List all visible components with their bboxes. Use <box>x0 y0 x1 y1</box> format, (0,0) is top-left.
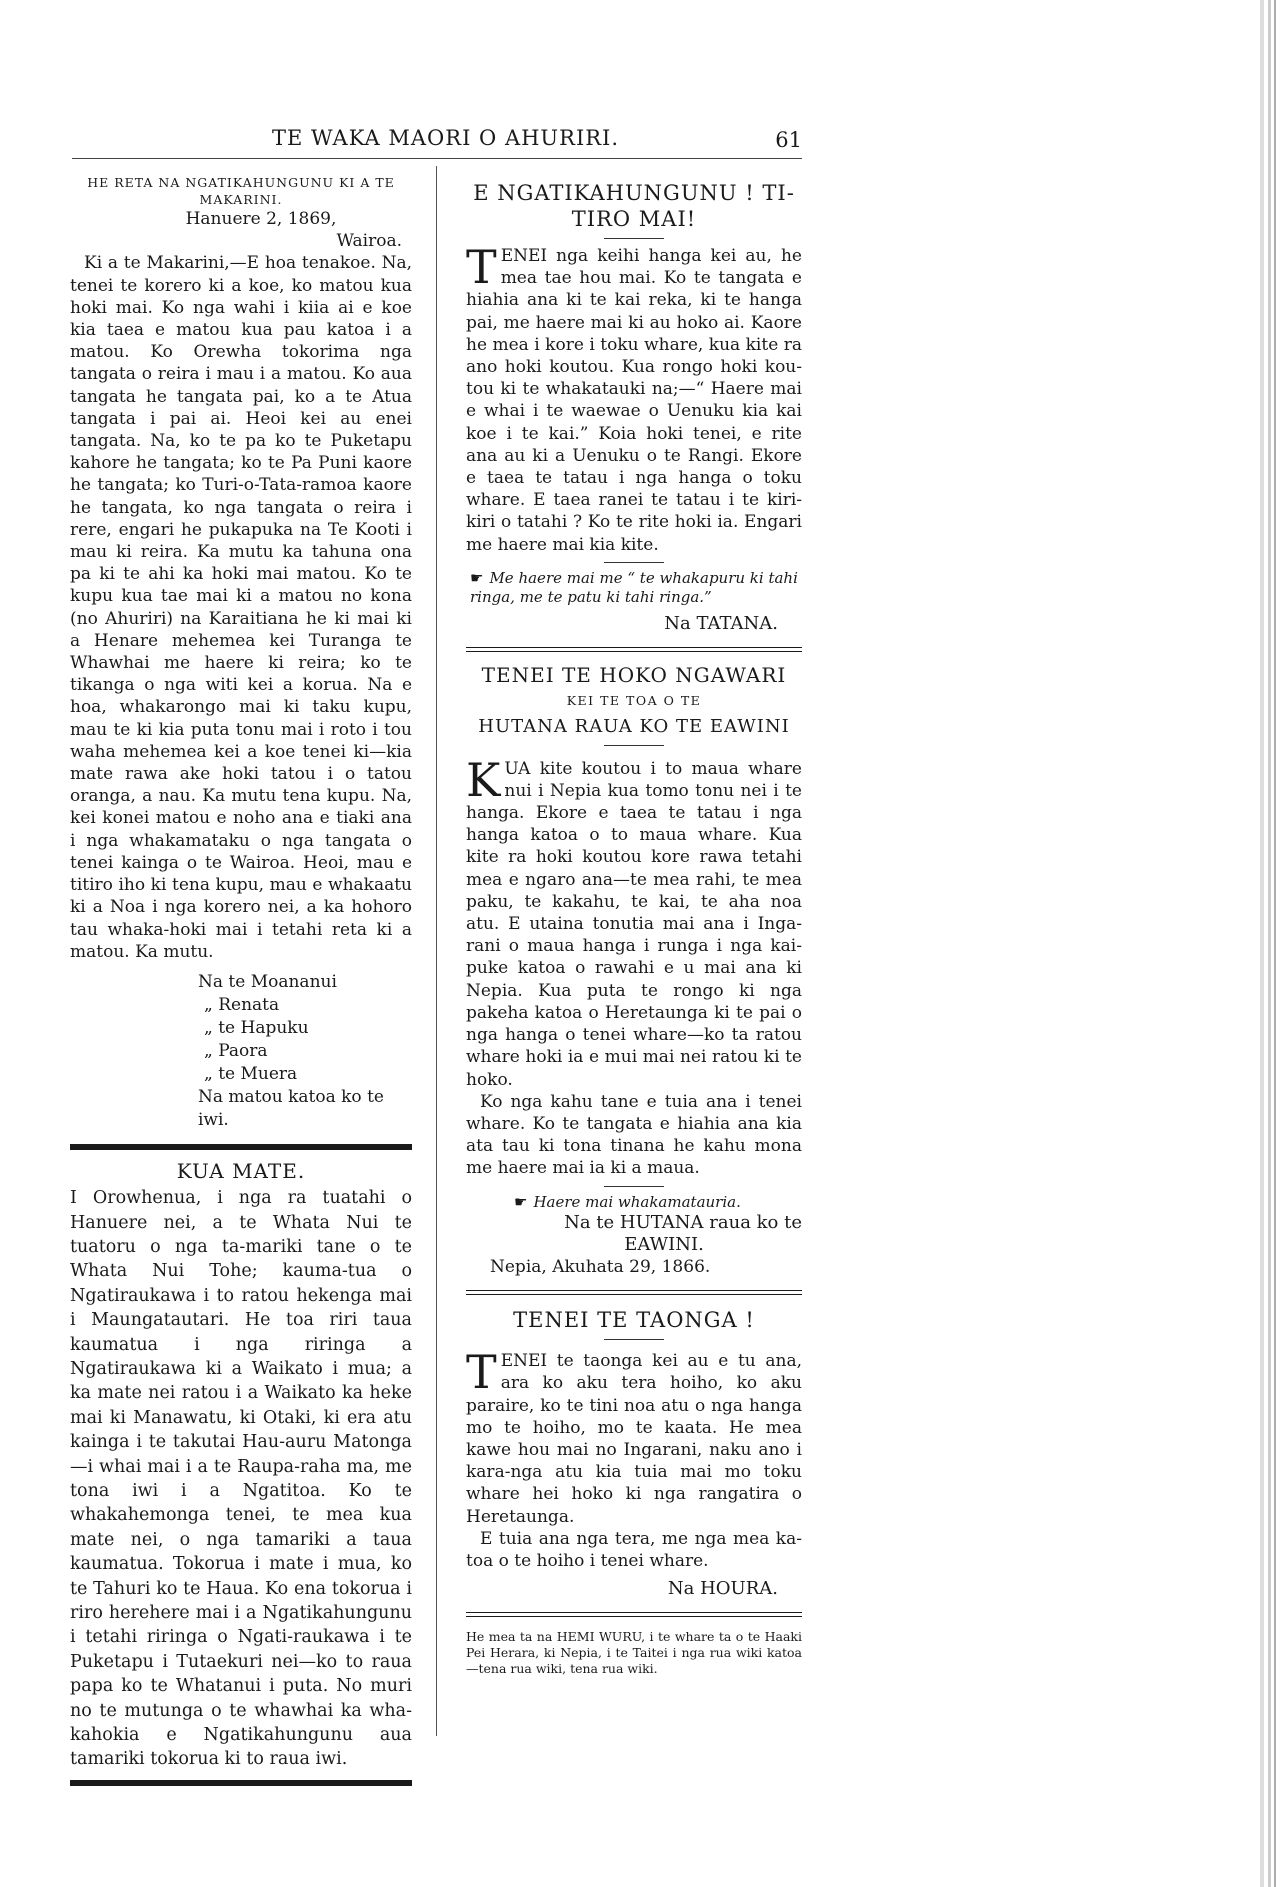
shop-title: TENEI TE HOKO NGAWARI <box>481 663 787 688</box>
signature-line: „ Renata <box>204 994 280 1015</box>
treasure-signoff: Na HOURA. <box>667 1578 778 1600</box>
short-rule <box>604 1186 664 1187</box>
section-rule <box>70 1780 412 1786</box>
shop-body <box>466 752 802 1091</box>
section-rule <box>466 1612 802 1617</box>
header-rule <box>72 158 802 159</box>
treasure-body <box>466 1345 802 1528</box>
drop-cap: T <box>466 240 497 294</box>
running-head <box>72 126 802 156</box>
signature-line: Na te Moananui <box>198 971 337 992</box>
section-rule <box>70 1144 412 1150</box>
page-number: 61 <box>775 128 802 152</box>
right-column <box>466 176 802 1677</box>
letter-signatures <box>70 971 412 1132</box>
shop-note-text: Haere mai whakamatauria. <box>533 1192 741 1211</box>
appeal-signoff: Na TATANA. <box>664 612 778 634</box>
left-column <box>70 174 412 1796</box>
newspaper-title: TE WAKA MAORI O AHURIRI. <box>272 126 620 150</box>
appeal-body <box>466 240 802 556</box>
shop-note <box>466 1193 802 1212</box>
signature-line: „ Paora <box>204 1040 268 1061</box>
shop-dateline: Nepia, Akuhata 29, 1866. <box>490 1256 711 1277</box>
letter-place: Wairoa. <box>336 231 402 252</box>
treasure-title: TENEI TE TAONGA ! <box>513 1308 755 1333</box>
pointing-hand-icon: ☛ <box>514 1192 528 1211</box>
appeal-title: E NGATIKAHUNGUNU ! TI-TIRO MAI! <box>473 181 795 231</box>
death-notice-body: I Orowhenua, i nga ra tuatahi o Hanuere nei, a te Whata Nui te tuatoru o nga ta-mariki tane o te Whata Nui Tohe; kauma-tua o Ngatiraukawa i to ratou hekenga mai i Maungatautari. He toa riri taua kaumatua i nga riringa a Ngatiraukawa ki a Waikato i mua; a ka mate nei ratou i a Waikato ka heke mai ki Manawatu, ki Otaki, ki era atu kainga i te takutai Hau-auru Matonga—i whai mai i a te Raupa-raha ma, me tona iwi i a Ngatitoa. Ko te whakahemonga tenei, te mea kua mate nei, o nga tamariki a taua kaumatua. Tokorua i mate i mua, ko te Tahuri ko te Haua. Ko ena tokorua i riro herehere mai i a Ngatikahungunu i tetahi riringa o Ngati-raukawa i te Puketapu i Tutaekuri nei—ko to raua papa ko te Whatanui i puta. No muri no te mutunga o te whawhai ka wha-kahokia e Ngatikahungunu aua tamariki tokorua ki to raua iwi. <box>70 1188 412 1770</box>
short-rule <box>604 238 664 239</box>
appeal-note-text: Me haere mai me “ te whakapuru ki tahi ringa, me te patu ki tahi ringa.” <box>470 568 798 606</box>
treasure-body-2: E tuia ana nga tera, me nga mea ka-toa o te hoiho i tenei whare. <box>466 1528 802 1571</box>
death-notice-title: KUA MATE. <box>176 1158 306 1183</box>
appeal-note <box>466 569 802 607</box>
short-rule <box>604 745 664 746</box>
shop-signature-2: EAWINI. <box>624 1233 704 1255</box>
drop-cap: K <box>466 752 501 807</box>
pointing-hand-icon: ☛ <box>470 568 484 587</box>
signature-line: Na matou katoa ko te iwi. <box>198 1086 384 1130</box>
scan-edge-shadow <box>1230 0 1280 1887</box>
treasure-text: ENEI te taonga kei au e tu ana, ara ko aku tera hoiho, ko aku paraire, ko te tini noa atu o nga hanga mo te hoiho, mo te kaata. He mea kawe hou mai no Ingarani, naku ano i kara-nga atu kia tuia mai mo toku whare hei hoko ki nga rangatira o Heretaunga. <box>466 1351 802 1527</box>
short-rule <box>604 562 664 563</box>
drop-cap: T <box>466 1345 497 1400</box>
shop-subtitle: KEI TE TOA O TE <box>566 693 702 709</box>
printer-imprint: He mea ta na HEMI WURU, i te whare ta o te Haaki Pei Herara, ki Nepia, i te Taitei i nga rua wiki katoa—tena rua wiki, tena rua wiki. <box>466 1629 802 1677</box>
shop-text: UA kite koutou i to maua whare nui i Nepia kua tomo tonu nei i te hanga. Ekore e taea te tatau i nga hanga katoa o to maua whare. Kua kite ra hoki koutou kore rawa tetahi mea e ngaro ana—te mea rahi, te mea paku, te kakahu, te kai, te aha noa atu. E utaina tonutia mai ana i Inga-rani o maua hanga i runga i nga kai-puke katoa o rawahi e u mai ana ki Nepia. Kua puta te rongo ki nga pakeha katoa o Heretaunga ki te pai o nga hanga o tenei whare—ko ta ratou whare hoki ia e mui mai nei ratou ki te hoko. <box>466 758 802 1090</box>
letter-body: Ki a te Makarini,—E hoa tenakoe. Na, tenei te korero ki a koe, ko matou kua hoki mai. Ko nga wahi i kiia ai e koe kia taea e matou kua pau katoa i a matou. Ko Orewha tokorima nga tangata o reira i mau i a matou. Ko aua tangata he tangata pai, ko a te Atua tangata i pai ai. Heoi kei au enei tangata. Na, ko te pa ko te Puketapu kahore he tangata; ko te Pa Puni kaore he tangata; ko Turi-o-Tata-ramoa kaore he tangata, ko nga tangata o reira i rere, engari he pukapuka na Te Kooti i mau ki reira. Ka mutu ka tahuna ona pa ki te ahi ka hoki mai matou. Ko te kupu kua tae mai ki a matou no kona (no Ahuriri) na Karaitiana he ki mai ki a Henare mehemea kei Turanga te Whawhai me haere ki reira; ko te tikanga o nga witi kei a korua. Na e hoa, whakarongo mai ki taku kupu, mau te ki kia puta tonu mai i roto i tou waha mehemea kei a koe tenei ki—kia mate rawa ake hoki tatou i o tatou oranga, a nau. Ka mutu tena kupu. Na, kei konei matou e noho ana e tiaki ana i nga whakamataku o nga tangata o tenei kainga o te Wairoa. Heoi, mau e titiro iho ki tena kupu, mau e whakaatu ki a Noa i nga korero nei, a ka hohoro tau whaka-hoki mai i tetahi reta ki a matou. Ka mutu. <box>70 253 412 962</box>
letter-date: Hanuere 2, 1869, <box>185 209 337 229</box>
section-rule <box>466 647 802 652</box>
shop-signature: Na te HUTANA raua ko te <box>564 1211 802 1233</box>
section-rule <box>466 1290 802 1295</box>
appeal-text: ENEI nga keihi hanga kei au, he mea tae hou mai. Ko te tangata e hiahia ana ki te kai reka, ki te hanga pai, me haere mai ki au hoko ai. Kaore he mea i kore i toku whare, kua kite ra ano hoki koutou. Kua rongo hoki kou-tou ki te whakatauki na;—“ Haere mai e whai i te waewae o Uenuku kia kai koe i te kai.” Koia hoki tenei, e rite ana au ki a Uenuku o te Rangi. Ekore e taea te tatau i nga hanga o toku whare. E taea ranei te tatau i te kiri-kiri o tatahi ? Ko te rite hoki ia. Engari me haere mai kia kite. <box>466 246 802 555</box>
signature-line: „ te Hapuku <box>204 1017 309 1038</box>
shop-title-2: HUTANA RAUA KO TE EAWINI <box>478 716 790 738</box>
shop-body-2: Ko nga kahu tane e tuia ana i tenei whare. Ko te tangata e hiahia ana kia ata tau ki tona tinana he kahu mona me haere mai ia ki a maua. <box>466 1091 802 1179</box>
letter-heading: HE RETA NA NGATIKAHUNGUNU KI A TE MAKARINI. <box>87 175 395 207</box>
short-rule <box>604 1339 664 1340</box>
signature-line: „ te Muera <box>204 1063 298 1084</box>
column-divider <box>436 166 437 1736</box>
